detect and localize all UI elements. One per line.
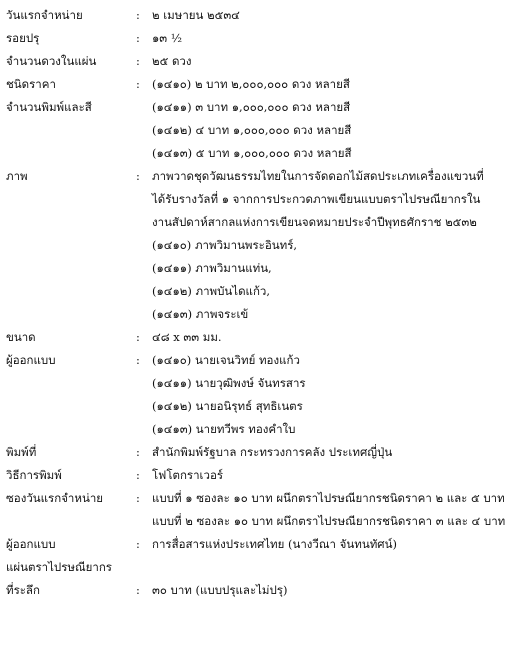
row-colon: :	[136, 491, 140, 505]
value-line: (๑๔๑๑) นายวุฒิพงษ์ จันทรสาร	[152, 376, 306, 390]
row-value	[152, 326, 458, 349]
row-value	[152, 441, 458, 464]
value-line: ๒๕ ดวง	[152, 54, 192, 68]
row-value	[152, 27, 458, 50]
row-label: จำนวนพิมพ์และสี	[6, 100, 92, 114]
info-row-print-quantity	[6, 96, 458, 165]
row-colon: :	[136, 583, 140, 597]
row-colon: :	[136, 169, 140, 183]
info-row-sheet-designer	[6, 533, 458, 556]
value-line: (๑๔๑๒) นายอนิรุทธ์ สุทธิเนตร	[152, 399, 303, 413]
row-label: วิธีการพิมพ์	[6, 468, 62, 482]
row-label: ชนิดราคา	[6, 77, 56, 91]
row-label: ซองวันแรกจำหน่าย	[6, 491, 104, 505]
row-label: พิมพ์ที่	[6, 445, 37, 459]
row-colon: :	[136, 353, 140, 367]
value-line: ได้รับรางวัลที่ ๑ จากการประกวดภาพเขียนแบบตราไปรษณียากรใน	[152, 192, 481, 206]
info-row-stamps-per-sheet	[6, 50, 458, 73]
value-line: สำนักพิมพ์รัฐบาล กระทรวงการคลัง ประเทศญี่ปุ่น	[152, 445, 393, 459]
row-value	[152, 349, 458, 441]
row-label: แผ่นตราไปรษณียากร	[6, 560, 112, 574]
row-colon: :	[136, 31, 140, 45]
row-value	[152, 50, 458, 73]
row-colon: :	[136, 8, 140, 22]
value-line: (๑๔๑๒) ๔ บาท ๑,๐๐๐,๐๐๐ ดวง หลายสี	[152, 123, 352, 137]
info-row-first-day-cover	[6, 487, 505, 533]
value-line: (๑๔๑๐) ๒ บาท ๒,๐๐๐,๐๐๐ ดวง หลายสี	[152, 77, 350, 91]
row-value	[152, 4, 458, 27]
value-line: ๔๘ x ๓๓ มม.	[152, 330, 222, 344]
row-colon: :	[136, 445, 140, 459]
row-label: ที่ระลึก	[6, 583, 40, 597]
value-line: (๑๔๑๒) ภาพบันไดแก้ว,	[152, 284, 271, 298]
row-value	[152, 579, 458, 602]
row-colon: :	[136, 537, 140, 551]
value-line: โฟโตกราเวอร์	[152, 468, 224, 482]
row-value	[152, 464, 458, 487]
row-label: ขนาด	[6, 330, 36, 344]
info-row-souvenir	[6, 579, 458, 602]
value-line: แบบที่ ๑ ซองละ ๑๐ บาท ผนึกตราไปรษณียากรชนิดราคา ๒ และ ๕ บาท	[152, 491, 505, 505]
value-line: (๑๔๑๑) ภาพวิมานแท่น,	[152, 261, 272, 275]
row-value	[152, 73, 458, 96]
value-line: การสื่อสารแห่งประเทศไทย (นางวีณา จันทนทัศน์)	[152, 537, 397, 551]
value-line: (๑๔๑๐) นายเจนวิทย์ ทองแก้ว	[152, 353, 300, 367]
row-value	[152, 96, 458, 165]
value-line: แบบที่ ๒ ซองละ ๑๐ บาท ผนึกตราไปรษณียากรชนิดราคา ๓ และ ๔ บาท	[152, 514, 505, 528]
value-line: ๑๓ ½	[152, 31, 182, 45]
info-row-size	[6, 326, 458, 349]
value-line: ๒ เมษายน ๒๕๓๔	[152, 8, 240, 22]
row-value	[152, 487, 505, 533]
info-row-perforation	[6, 27, 458, 50]
value-line	[152, 556, 458, 579]
value-line: งานสัปดาห์สากลแห่งการเขียนจดหมายประจำปีพุทธศักราช ๒๕๓๒	[152, 215, 477, 229]
row-colon: :	[136, 330, 140, 344]
row-colon: :	[136, 468, 140, 482]
info-row-denomination	[6, 73, 458, 96]
row-colon: :	[136, 54, 140, 68]
row-colon	[136, 96, 152, 165]
value-line: ภาพวาดชุดวัฒนธรรมไทยในการจัดดอกไม้สดประเภทเครื่องแขวนที่	[152, 169, 484, 183]
row-colon: :	[136, 77, 140, 91]
row-label: รอยปรุ	[6, 31, 40, 45]
row-value	[152, 165, 484, 326]
info-row-printer	[6, 441, 458, 464]
row-colon	[136, 556, 152, 579]
value-line: (๑๔๑๐) ภาพวิมานพระอินทร์,	[152, 238, 298, 252]
value-line: (๑๔๑๑) ๓ บาท ๑,๐๐๐,๐๐๐ ดวง หลายสี	[152, 100, 351, 114]
row-label: จำนวนดวงในแผ่น	[6, 54, 97, 68]
row-label: ผู้ออกแบบ	[6, 353, 56, 367]
stamp-info-document	[6, 4, 505, 602]
value-line: (๑๔๑๓) นายทวีพร ทองคำใบ	[152, 422, 296, 436]
value-line: ๓๐ บาท (แบบปรุและไม่ปรุ)	[152, 583, 288, 597]
row-label: ภาพ	[6, 169, 28, 183]
info-row-first-day	[6, 4, 458, 27]
row-value	[152, 556, 458, 579]
value-line: (๑๔๑๓) ๕ บาท ๑,๐๐๐,๐๐๐ ดวง หลายสี	[152, 146, 352, 160]
info-row-picture	[6, 165, 484, 326]
value-line: (๑๔๑๓) ภาพจระเข้	[152, 307, 249, 321]
row-label: ผู้ออกแบบ	[6, 537, 56, 551]
info-row-printing-method	[6, 464, 458, 487]
info-row-designer	[6, 349, 458, 441]
row-value	[152, 533, 458, 556]
row-label: วันแรกจำหน่าย	[6, 8, 83, 22]
info-row-sheet-label	[6, 556, 458, 579]
